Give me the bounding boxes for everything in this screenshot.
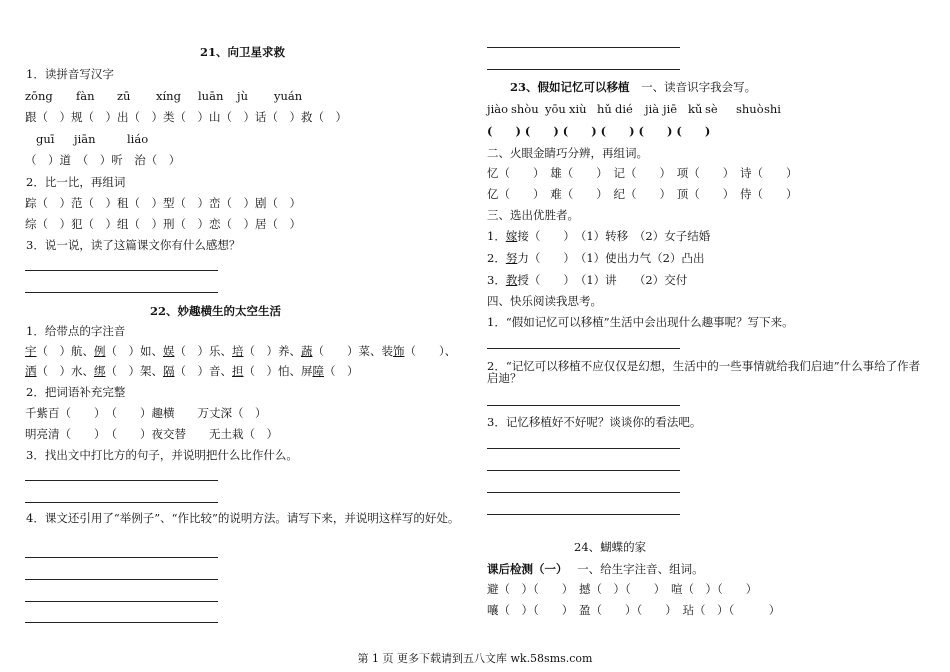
- answer-line[interactable]: [487, 47, 680, 48]
- dotted-char: 例: [94, 344, 106, 358]
- fill-row: 千紫百（ ） （ ）趣横 万丈深（ ）: [25, 406, 267, 420]
- dotted-char: 饰: [393, 344, 405, 358]
- dotted-char: 宇: [25, 344, 37, 358]
- lesson-23-title: 23、假如记忆可以移植: [510, 80, 630, 94]
- blank: （ ）水、: [36, 364, 94, 378]
- answer-line[interactable]: [487, 348, 680, 349]
- fill-row: 避（ ）（ ） 撼（ ）（ ） 喧（ ）（ ）: [487, 582, 758, 596]
- blank: 屏: [301, 364, 313, 378]
- answer-brackets[interactable]: ( ) ( ) ( ) ( ) ( ) ( ): [487, 124, 711, 138]
- blank: （ ）乐、: [174, 344, 232, 358]
- blank: （ ）航、: [36, 344, 94, 358]
- answer-line[interactable]: [25, 601, 218, 602]
- fill-row: 忆（ ） 雄（ ） 记（ ） 项（ ） 诗（ ）: [487, 166, 798, 180]
- blank: （ ）: [324, 364, 359, 378]
- page-footer: 第 1 页 更多下载请到五八文库 wk.58sms.com: [357, 652, 593, 665]
- dotted-char: 努: [505, 251, 518, 265]
- question: 3．说一说，读了这篇课文你有什么感想？: [26, 238, 241, 252]
- answer-line[interactable]: [487, 514, 680, 515]
- blank: （ ）、: [404, 344, 457, 358]
- choice-options: 接（ ） （1）转移 （2）女子结婚: [517, 229, 711, 243]
- pinyin: jià: [645, 102, 660, 116]
- pinyin: jiào: [487, 102, 509, 116]
- pinyin: dié: [615, 102, 633, 116]
- dotted-char: 洒: [25, 364, 37, 378]
- lesson-22-title: 22、妙趣横生的太空生活: [150, 304, 282, 318]
- answer-line[interactable]: [487, 405, 680, 406]
- choice-row: [487, 229, 710, 243]
- section-instruction: 四、快乐阅读我思考。: [487, 294, 602, 308]
- answer-line[interactable]: [25, 270, 218, 271]
- dotted-char: 隔: [163, 364, 175, 378]
- pinyin: kǔ: [688, 102, 703, 116]
- section-instruction: 一、给生字注音、组词。: [577, 562, 704, 576]
- question: 4．课文还引用了“举例子”、“作比较”的说明方法。请写下来，并说明这样写的好处。: [26, 511, 460, 525]
- check-label: 课后检测（一）: [487, 562, 568, 576]
- lesson-23-header: [510, 80, 756, 94]
- answer-line[interactable]: [487, 470, 680, 471]
- pinyin: luān: [198, 89, 224, 103]
- pinyin: guī: [36, 132, 55, 146]
- dotted-char: 绑: [94, 364, 106, 378]
- dotted-char: 娱: [163, 344, 175, 358]
- question: 2．比一比，再组词: [26, 175, 126, 189]
- choice-row: [487, 273, 687, 287]
- answer-line[interactable]: [487, 448, 680, 449]
- choice-number: 3．: [487, 273, 506, 287]
- annotation-row: [25, 344, 456, 358]
- pinyin: sè: [705, 102, 718, 116]
- answer-line[interactable]: [25, 480, 218, 481]
- blank: （ ）怕、: [243, 364, 301, 378]
- dotted-char: 培: [232, 344, 244, 358]
- fill-row: 踪（ ）范（ ）租（ ）型（ ）峦（ ）剧（ ）: [25, 196, 301, 210]
- choice-number: 1．: [487, 229, 506, 243]
- dotted-char: 障: [312, 364, 324, 378]
- dotted-char: 嫁: [505, 229, 518, 243]
- fill-row: 明亮清（ ） （ ）夜交替 无土栽（ ）: [25, 427, 278, 441]
- pinyin: shi: [764, 102, 781, 116]
- pinyin: xíng: [156, 89, 181, 103]
- choice-options: 授（ ） （1）讲 （2）交付: [517, 273, 688, 287]
- pinyin: jù: [237, 89, 248, 103]
- fill-row: 嚷（ ）（ ） 盈（ ）（ ） 玷（ ）（ ）: [487, 603, 781, 617]
- fill-row: （ ）道 （ ）听 治（ ）: [25, 153, 181, 167]
- section-instruction: 二、火眼金睛巧分辨，再组词。: [487, 146, 648, 160]
- question: 3．找出文中打比方的句子，并说明把什么比作什么。: [26, 448, 298, 462]
- pinyin: fàn: [76, 89, 95, 103]
- blank: （ ）如、: [105, 344, 163, 358]
- dotted-char: 蔬: [301, 344, 313, 358]
- pinyin: xiù: [569, 102, 587, 116]
- answer-line[interactable]: [25, 502, 218, 503]
- pinyin: shuò: [736, 102, 764, 116]
- answer-line[interactable]: [25, 622, 218, 623]
- lesson-24-title: 24、蝴蝶的家: [574, 540, 647, 554]
- pinyin: hǔ: [597, 102, 612, 116]
- lesson-21-title: 21、向卫星求救: [200, 45, 286, 59]
- question: 1．读拼音写汉字: [26, 67, 114, 81]
- answer-line[interactable]: [25, 557, 218, 558]
- section-instruction: 一、读音识字我会写。: [641, 80, 757, 94]
- pinyin: shòu: [511, 102, 539, 116]
- pinyin: jiān: [74, 132, 96, 146]
- choice-options: 力（ ） （1）使出力气（2）凸出: [517, 251, 705, 265]
- question: 2．把词语补充完整: [26, 385, 126, 399]
- dotted-char: 担: [232, 364, 244, 378]
- section-instruction: 三、选出优胜者。: [487, 208, 579, 222]
- question: 1．“假如记忆可以移植”生活中会出现什么趣事呢？写下来。: [487, 315, 794, 329]
- pinyin: liáo: [127, 132, 149, 146]
- question: 3．记忆移植好不好呢？谈谈你的看法吧。: [487, 415, 702, 429]
- pinyin: jiē: [663, 102, 678, 116]
- fill-row: 跟（ ）规（ ）出（ ）类（ ）山（ ）话（ ）救（ ）: [25, 110, 347, 124]
- pinyin: zōng: [25, 89, 53, 103]
- answer-line[interactable]: [25, 579, 218, 580]
- blank: （ ）架、: [105, 364, 163, 378]
- pinyin: zū: [117, 89, 131, 103]
- fill-row: 亿（ ） 难（ ） 纪（ ） 顶（ ） 侍（ ）: [487, 187, 798, 201]
- blank: （ ）音、: [174, 364, 232, 378]
- answer-line[interactable]: [487, 69, 680, 70]
- answer-line[interactable]: [25, 292, 218, 293]
- pinyin: yuán: [274, 89, 303, 103]
- question: 2．“记忆可以移植不应仅仅是幻想，生活中的一些事情就给我们启迪”什么事给了作者启迪？: [487, 359, 921, 385]
- fill-row: 综（ ）犯（ ）组（ ）刑（ ）恋（ ）居（ ）: [25, 217, 301, 231]
- choice-row: [487, 251, 704, 265]
- answer-line[interactable]: [487, 492, 680, 493]
- blank: （ ）菜、装: [312, 344, 393, 358]
- dotted-char: 教: [505, 273, 518, 287]
- annotation-row: [25, 364, 359, 378]
- choice-number: 2．: [487, 251, 506, 265]
- pinyin: yōu: [545, 102, 566, 116]
- check-header: [487, 562, 704, 576]
- question: 1．给带点的字注音: [26, 324, 126, 338]
- blank: （ ）养、: [243, 344, 301, 358]
